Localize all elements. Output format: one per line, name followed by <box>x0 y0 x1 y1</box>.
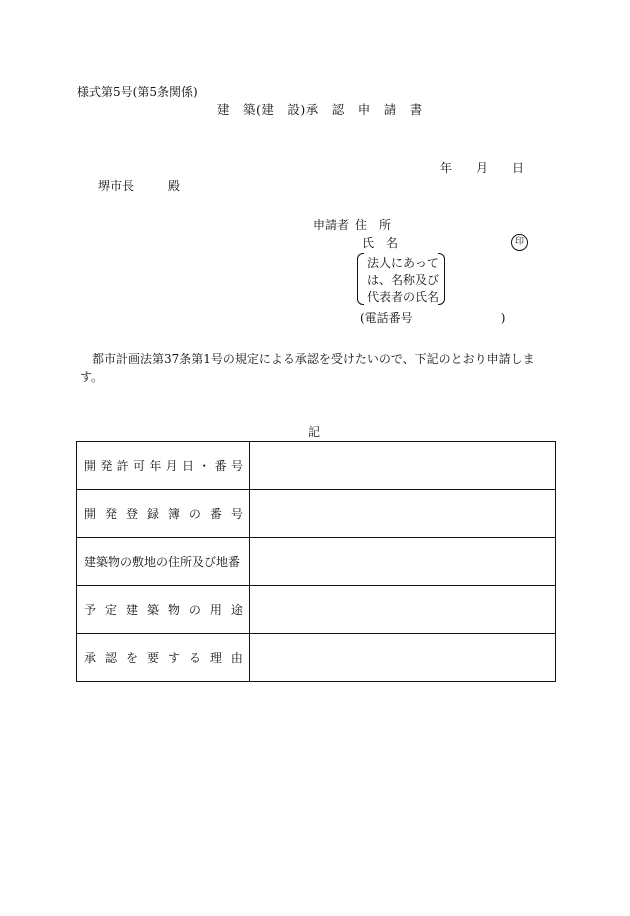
label-char: 発 <box>100 459 113 473</box>
label-char: 築 <box>146 603 159 617</box>
label-char: 発 <box>104 507 117 521</box>
table-row <box>77 586 556 634</box>
row-label-text: 建築物の敷地の住所及び地番 <box>84 555 241 569</box>
table-row <box>77 490 556 538</box>
page-title: 建 築(建 設)承 認 申 請 書 <box>217 102 423 117</box>
label-char: 年 <box>149 459 162 473</box>
addressee-name: 堺市長 <box>98 179 135 193</box>
label-char: の <box>188 603 201 617</box>
label-char: 認 <box>104 651 117 665</box>
row-label-text <box>84 505 249 522</box>
row-label-text <box>84 457 249 474</box>
label-char: 日 <box>181 459 194 473</box>
address-label: 住 所 <box>355 218 392 232</box>
left-bracket <box>357 253 364 305</box>
label-char: 番 <box>214 459 227 473</box>
addressee-honorific: 殿 <box>168 179 181 193</box>
corporation-note-lines <box>367 255 439 306</box>
corp-note-line: 法人にあって <box>367 256 439 270</box>
label-char: 物 <box>167 603 180 617</box>
row-label-text <box>84 601 249 618</box>
label-char: の <box>188 507 201 521</box>
addressee <box>98 180 180 192</box>
row-value[interactable] <box>250 538 556 586</box>
label-char: 許 <box>116 459 129 473</box>
row-label-text <box>84 649 249 666</box>
date-day-label: 日 <box>512 161 525 175</box>
label-char: 開 <box>84 507 97 521</box>
corporation-note <box>357 253 445 303</box>
label-char: 承 <box>84 651 97 665</box>
applicant-address-line <box>313 219 391 231</box>
record-mark: 記 <box>308 425 321 439</box>
row-label <box>77 538 250 586</box>
date-year-label: 年 <box>440 161 453 175</box>
table-row <box>77 634 556 682</box>
form-number: 様式第5号(第5条関係) <box>77 85 198 99</box>
label-char: 番 <box>209 507 222 521</box>
row-value[interactable] <box>250 442 556 490</box>
row-value[interactable] <box>250 586 556 634</box>
table-row <box>77 442 556 490</box>
row-value[interactable] <box>250 634 556 682</box>
label-char: 開 <box>84 459 97 473</box>
date-line <box>440 162 524 174</box>
row-value[interactable] <box>250 490 556 538</box>
label-char: す <box>167 651 180 665</box>
label-char: 要 <box>146 651 159 665</box>
label-char: 月 <box>165 459 178 473</box>
applicant-label: 申請者 <box>313 218 350 232</box>
phone-close: ) <box>500 311 506 325</box>
corp-note-line: 代表者の氏名 <box>367 290 440 304</box>
label-char: ・ <box>198 459 211 473</box>
row-label <box>77 634 250 682</box>
date-month-label: 月 <box>476 161 489 175</box>
corp-note-line: は、名称及び <box>367 273 440 287</box>
row-label <box>77 490 250 538</box>
label-char: 可 <box>132 459 145 473</box>
table-row <box>77 538 556 586</box>
label-char: 理 <box>209 651 222 665</box>
label-char: 予 <box>84 603 97 617</box>
row-label <box>77 586 250 634</box>
label-char: 登 <box>125 507 138 521</box>
application-table <box>76 441 556 682</box>
label-char: る <box>188 651 201 665</box>
phone-line <box>360 312 505 324</box>
label-char: 用 <box>209 603 222 617</box>
label-char: 定 <box>104 603 117 617</box>
phone-label: (電話番号 <box>360 311 413 325</box>
label-char: 録 <box>146 507 159 521</box>
label-char: 建 <box>125 603 138 617</box>
label-char: 号 <box>230 507 243 521</box>
label-char: 号 <box>230 459 243 473</box>
label-char: 由 <box>230 651 243 665</box>
name-label: 氏 名 <box>362 236 399 250</box>
label-char: を <box>125 651 138 665</box>
seal-icon: 印 <box>511 234 528 251</box>
label-char: 簿 <box>167 507 180 521</box>
row-label <box>77 442 250 490</box>
label-char: 途 <box>230 603 243 617</box>
right-bracket <box>438 253 445 305</box>
body-text: 都市計画法第37条第1号の規定による承認を受けたいので、下記のとおり申請します。 <box>80 352 535 384</box>
